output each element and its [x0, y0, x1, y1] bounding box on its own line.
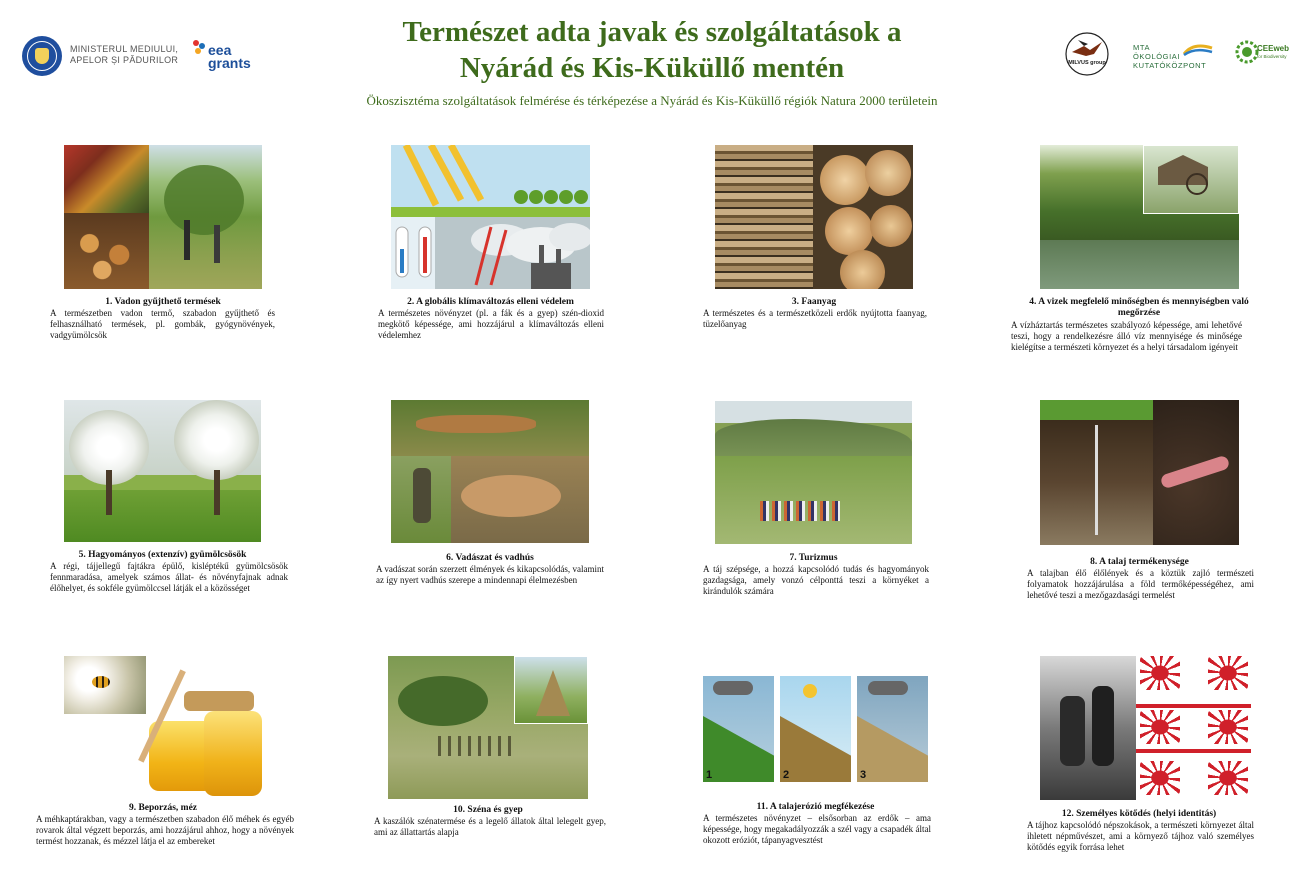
orchard-photo [64, 400, 261, 542]
erosion-diagram [703, 676, 928, 782]
title-line-1: Természet adta javak és szolgáltatások a [402, 16, 902, 48]
card-8-title: 8. A talaj termékenysége [1090, 557, 1189, 567]
erosion-label-2: 2 [783, 769, 790, 781]
mta-wave-icon [1183, 42, 1213, 56]
honey-photo [64, 656, 262, 796]
mta-line-3: KUTATÓKÖZPONT [1133, 61, 1207, 70]
ceeweb-logo-text [1257, 45, 1289, 61]
card-1-title: 1. Vadon gyűjthető termések [105, 297, 221, 307]
ministry-line-1: MINISTERUL MEDIULUI, [70, 44, 179, 54]
card-5-title: 5. Hagyományos (extenzív) gyümölcsösök [78, 550, 247, 560]
milvus-logo [1064, 32, 1110, 76]
card-3-title: 3. Faanyag [791, 297, 837, 307]
card-12-desc: A tájhoz kapcsolódó népszokások, a természeti környezet által ihletett népművészet, ami a környező tájhoz való személyes kötődés egyik forrása lehet [1027, 820, 1254, 852]
erosion-label-3: 3 [860, 769, 867, 781]
ministry-logo-text [70, 44, 178, 66]
ceeweb-line-1: CEEweb [1257, 44, 1290, 53]
card-10-title: 10. Széna és gyep [453, 805, 523, 815]
milvus-bird-icon [1064, 32, 1110, 76]
title-line-2: Nyárád és Kis-Küküllő mentén [459, 52, 845, 84]
card-2-title: 2. A globális klímaváltozás elleni védelem [407, 297, 574, 307]
mta-line-2: ÖKOLÓGIAI [1133, 52, 1181, 61]
tourism-hike-photo [715, 401, 912, 544]
ceeweb-leaf-icon [1235, 40, 1259, 64]
hunting-photo [391, 400, 589, 543]
card-11-desc: A természetes növényzet – elsősorban az erdők – ama képessége, hogy megakadályozzák a szél vagy a csapadék által okozott eróziót, tápanyagvesztést [703, 813, 931, 845]
wild-harvest-photo [64, 145, 262, 289]
card-4-title: 4. A vizek megfelelő minőségben és mennyiségben való megőrzése [1029, 297, 1249, 318]
card-3-desc: A természetes és a természetközeli erdők nyújtotta faanyag, tüzelőanyag [703, 308, 927, 329]
card-1-desc: A természetben vadon termő, szabadon gyűjthető és felhasználható termések, pl. gombák, gyógynövények, vadgyümölcsök [50, 308, 275, 340]
card-7-title: 7. Turizmus [789, 553, 838, 563]
card-6-desc: A vadászat során szerzett élmények és kikapcsolódás, valamint az így nyert vadhús szerepe a mindennapi élelmezésben [376, 564, 604, 585]
card-9-title: 9. Beporzás, méz [128, 803, 198, 813]
page-subtitle: Ökoszisztéma szolgáltatások felmérése és térképezése a Nyárád és Kis-Küküllő régiók Natura 2000 területein [366, 93, 938, 108]
card-4-desc: A vízháztartás természetes szabályozó képessége, ami lehetővé teszi, hogy a rendelkezésre álló víz mennyisége és minősége kielégítse a természeti környezet és a helyi társadalom igényeit [1011, 320, 1242, 352]
card-10-desc: A kaszálók szénatermése és a legelő állatok által lelegelt gyep, ami az állattartás alapja [374, 816, 606, 837]
card-9-desc: A méhkaptárakban, vagy a természetben szabadon élő méhek és egyéb rovarok által végzett beporzás, ami hozzájárul ahhoz, hogy a növények termést hozzanak, és mézzel látja el az embereket [36, 814, 294, 846]
erosion-label-1: 1 [706, 769, 713, 781]
card-12-title: 12. Személyes kötődés (helyi identitás) [1061, 809, 1217, 819]
eea-line-1: eea [208, 42, 232, 58]
timber-photo [715, 145, 913, 289]
card-2-desc: A természetes növényzet (pl. a fák és a gyep) szén-dioxid megkötő képessége, ami hozzájárul a klímaváltozás elleni védelemhez [378, 308, 604, 340]
water-river-photo [1040, 145, 1239, 289]
hay-meadow-photo [388, 656, 588, 799]
milvus-text: MILVUS group [1068, 60, 1106, 66]
folk-identity-photo [1040, 656, 1251, 800]
climate-diagram [391, 145, 590, 289]
ministry-line-2: APELOR ȘI PĂDURILOR [70, 55, 179, 65]
card-6-title: 6. Vadászat és vadhús [446, 553, 534, 563]
eea-logo-icon [193, 40, 207, 54]
card-8-desc: A talajban élő élőlények és a köztük zajló természeti folyamatok hozzájárulása a föld termőképességéhez, ami lehetővé teszi a mezőgazdasági termelést [1027, 568, 1254, 600]
card-5-desc: A régi, tájjellegű fajtákra épülő, kisléptékű gyümölcsösök fennmaradása, amelyek számos állat- és növényfajnak adnak élőhelyet, és sokféle gyümölccsel látják el a közösséget [50, 561, 288, 593]
eea-grants-logo [208, 44, 251, 70]
ceeweb-line-2: for Biodiversity [1257, 54, 1287, 59]
card-7-desc: A táj szépsége, a hozzá kapcsolódó tudás és hagyományok gazdagsága, amely vonzó célponttá teszi a környéket a kirándulók számára [703, 564, 929, 596]
card-11-title: 11. A talajerózió megfékezése [756, 802, 875, 812]
soil-fertility-photo [1040, 400, 1239, 545]
eea-line-2: grants [208, 55, 251, 71]
ministry-seal-icon [22, 36, 62, 76]
mta-line-1: MTA [1133, 43, 1151, 52]
